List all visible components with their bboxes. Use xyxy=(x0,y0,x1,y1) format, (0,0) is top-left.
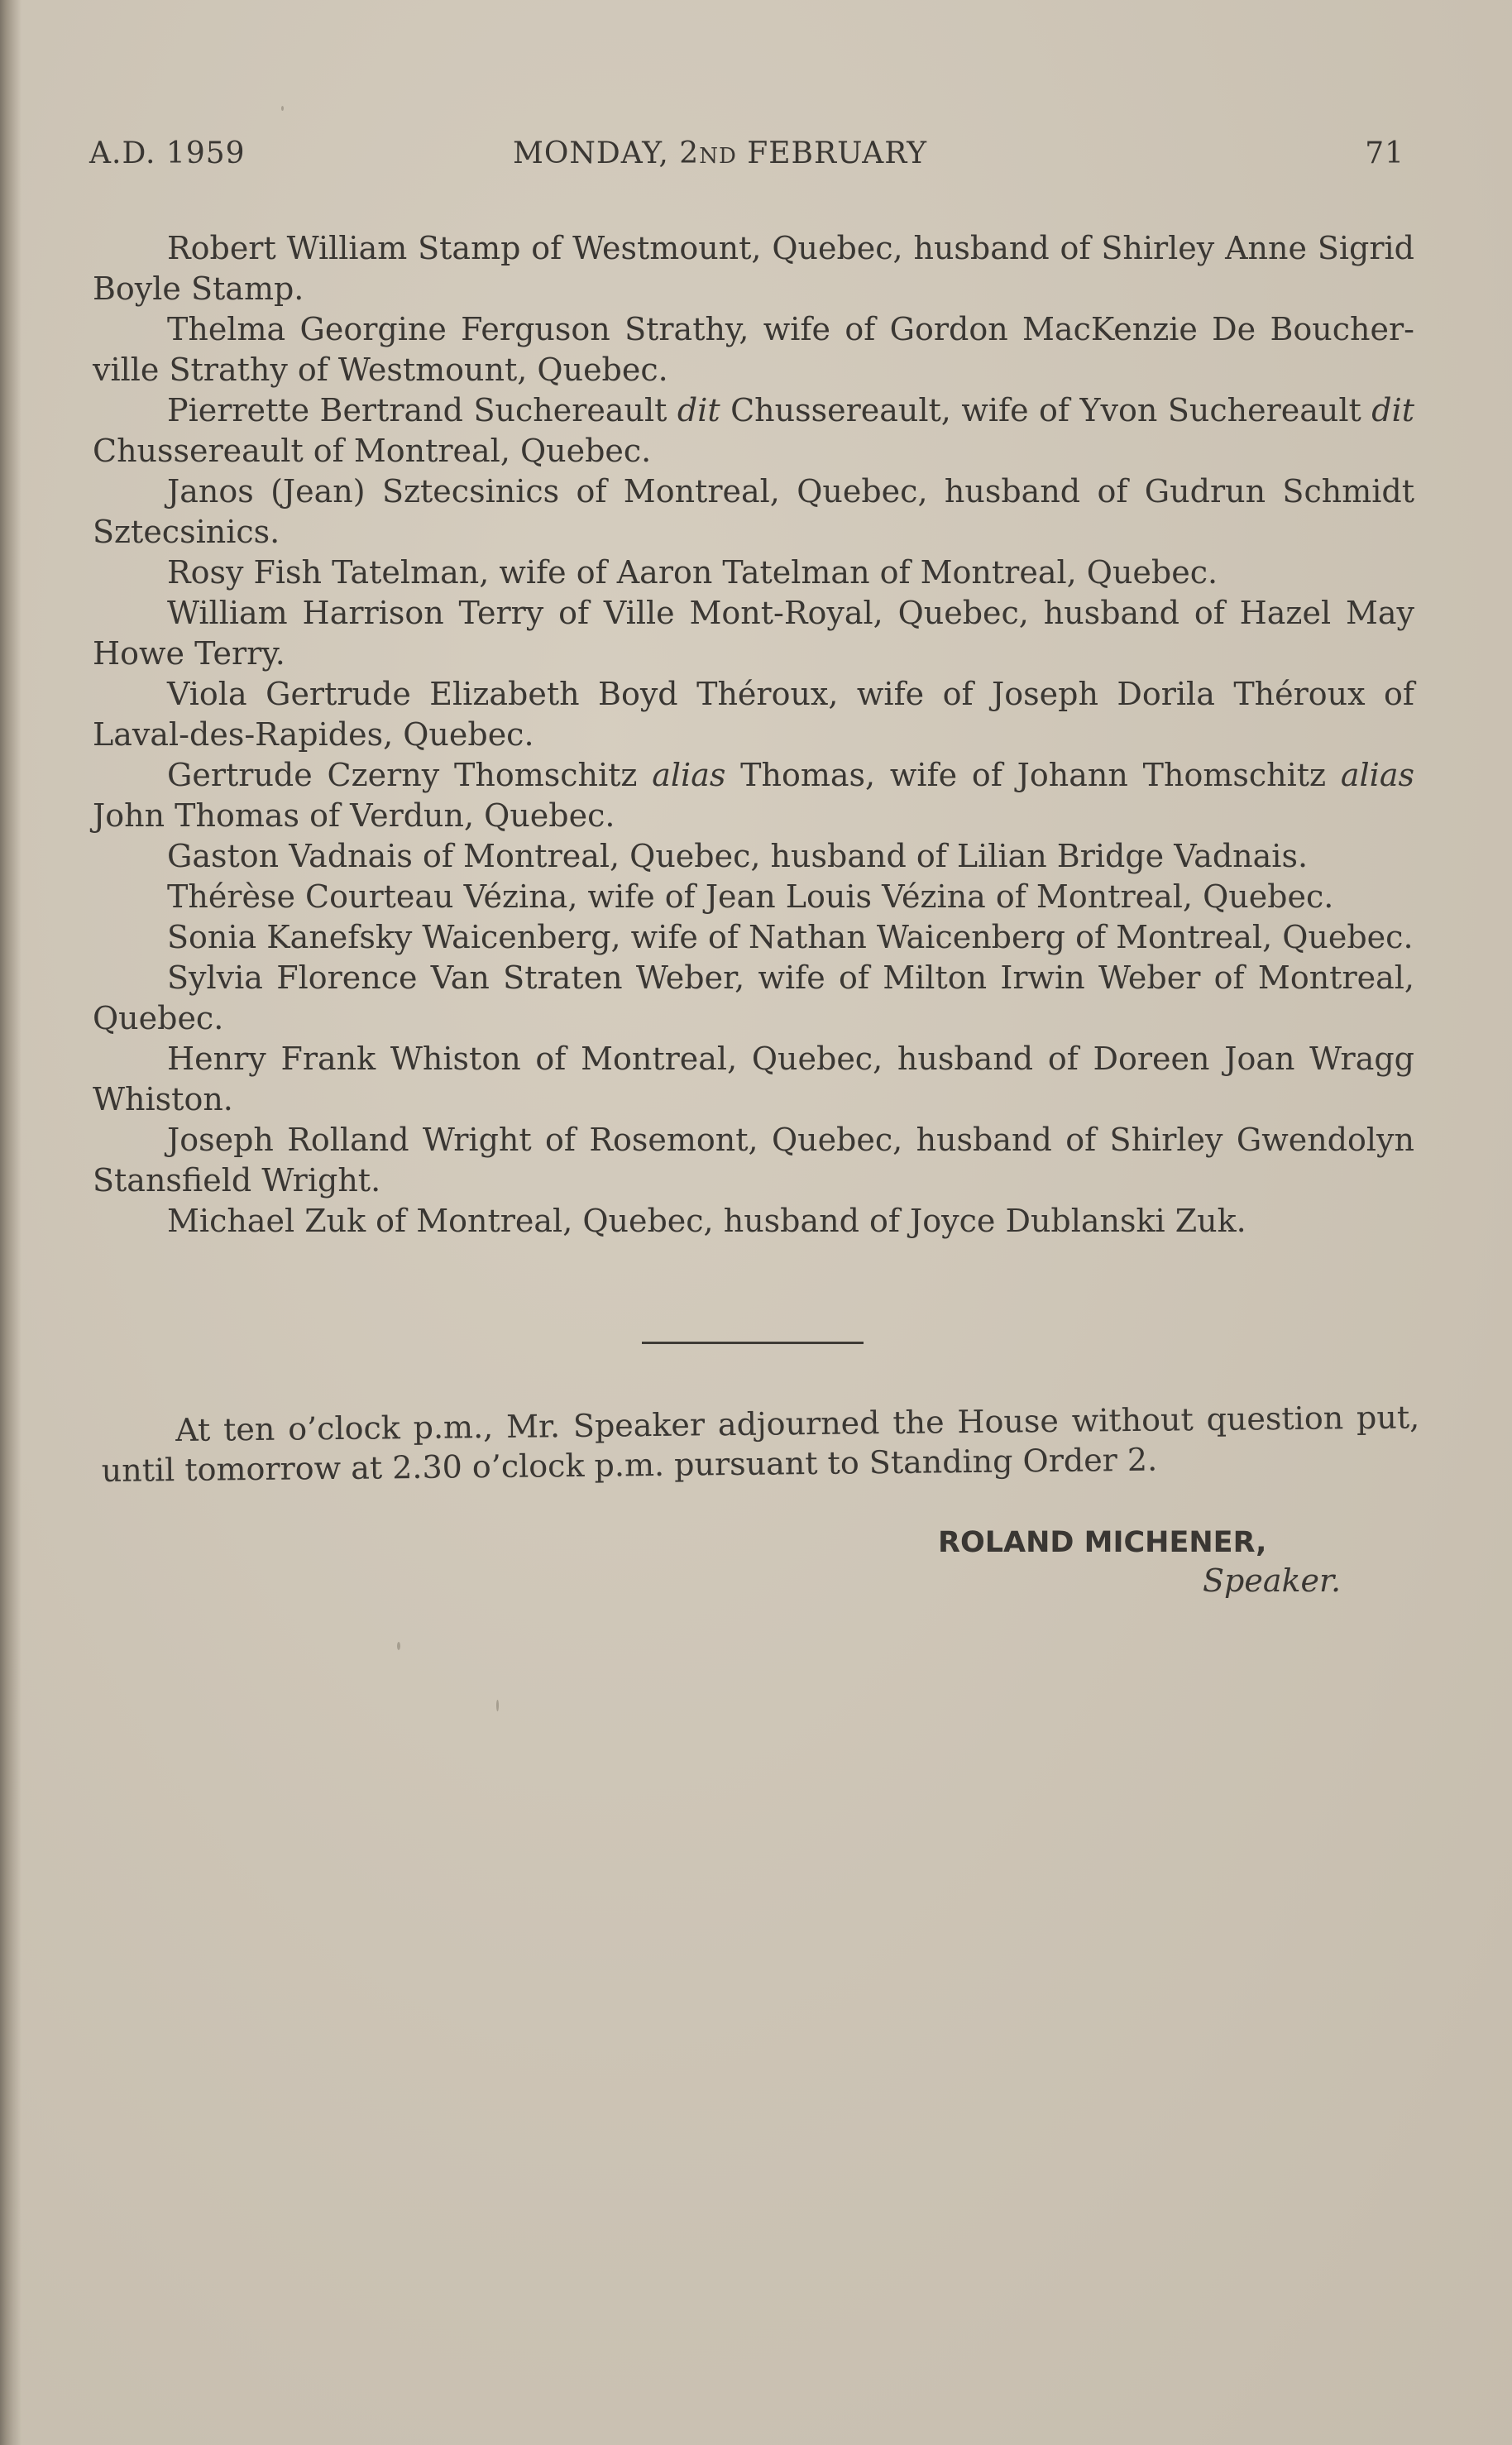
entry-paragraph xyxy=(93,553,1414,593)
entry-text: Joseph Rolland Wright of Rosemont, Quebec, husband of Shirley Gwendolyn Stansfield Wright. xyxy=(93,1122,1414,1199)
entry-paragraph xyxy=(93,674,1414,755)
divorce-entries-list xyxy=(93,228,1414,1242)
entry-paragraph xyxy=(93,755,1414,836)
entry-text: Sylvia Florence Van Straten Weber, wife of Milton Irwin Weber of Montreal, Quebec. xyxy=(93,959,1414,1036)
entry-paragraph xyxy=(93,836,1414,877)
adjournment-paragraph: At ten o’clock p.m., Mr. Speaker adjourned the House without question put, until tomorrow at 2.30 o’clock p.m. pursuant to Standing Order 2. xyxy=(101,1399,1420,1489)
page-number: 71 xyxy=(1365,136,1404,170)
entry-text: Thérèse Courteau Vézina, wife of Jean Louis Vézina of Montreal, Quebec. xyxy=(167,878,1334,915)
entry-text: Rosy Fish Tatelman, wife of Aaron Tatelman of Montreal, Quebec. xyxy=(167,554,1218,591)
entry-text: Thomas, wife of Johann Thomschitz xyxy=(725,757,1341,793)
entry-paragraph xyxy=(93,593,1414,674)
entry-paragraph xyxy=(93,917,1414,958)
entry-paragraph xyxy=(93,471,1414,553)
entry-text: Gertrude Czerny Thomschitz xyxy=(167,757,653,793)
running-head-date-prefix: MONDAY, 2 xyxy=(513,136,700,170)
entry-italic-term: dit xyxy=(677,392,720,428)
binding-edge xyxy=(0,0,22,2445)
entry-paragraph xyxy=(93,958,1414,1039)
running-head-year: A.D. 1959 xyxy=(89,136,246,170)
entry-text: Sonia Kanefsky Waicenberg, wife of Nathan Waicenberg of Montreal, Quebec. xyxy=(167,919,1414,955)
section-divider xyxy=(642,1342,864,1344)
entry-paragraph xyxy=(93,1201,1414,1242)
entry-text: Viola Gertrude Elizabeth Boyd Théroux, wife of Joseph Dorila Théroux of Laval-des-Rapides, Quebec. xyxy=(93,676,1414,753)
paper-speck xyxy=(281,106,284,111)
entry-paragraph xyxy=(93,228,1414,309)
entry-text: Pierrette Bertrand Suchereault xyxy=(167,392,677,428)
speaker-title: Speaker. xyxy=(1203,1562,1342,1599)
running-head xyxy=(89,136,1404,186)
entry-italic-term: alias xyxy=(652,757,726,793)
entry-text: Janos (Jean) Sztecsinics of Montreal, Quebec, husband of Gudrun Schmidt Sztecsinics. xyxy=(93,473,1414,550)
paper-speck xyxy=(496,1700,499,1711)
entry-paragraph xyxy=(93,309,1414,390)
entry-paragraph xyxy=(93,1120,1414,1201)
entry-text: Thelma Georgine Ferguson Strathy, wife of Gordon MacKenzie De Boucher-ville Strathy of Westmount, Quebec. xyxy=(93,311,1414,388)
signature-block xyxy=(938,1526,1352,1599)
entry-paragraph xyxy=(93,390,1414,471)
speaker-name: ROLAND MICHENER, xyxy=(938,1526,1267,1559)
running-head-date-month: FEBRUARY xyxy=(736,136,928,170)
entry-text: John Thomas of Verdun, Quebec. xyxy=(93,797,615,834)
entry-text: William Harrison Terry of Ville Mont-Royal, Quebec, husband of Hazel May Howe Terry. xyxy=(93,595,1414,672)
entry-text: Chussereault, wife of Yvon Suchereault xyxy=(720,392,1372,428)
entry-text: Chussereault of Montreal, Quebec. xyxy=(93,433,652,469)
entry-italic-term: alias xyxy=(1340,757,1414,793)
entry-text: Michael Zuk of Montreal, Quebec, husband of Joyce Dublanski Zuk. xyxy=(167,1203,1246,1239)
entry-text: Robert William Stamp of Westmount, Quebec, husband of Shirley Anne Sigrid Boyle Stamp. xyxy=(93,230,1414,307)
running-head-date xyxy=(513,136,927,170)
entry-paragraph xyxy=(93,1039,1414,1120)
running-head-date-suffix: ND xyxy=(699,144,737,169)
paper-speck xyxy=(397,1642,400,1650)
entry-text: Gaston Vadnais of Montreal, Quebec, husband of Lilian Bridge Vadnais. xyxy=(167,838,1309,874)
entry-paragraph xyxy=(93,877,1414,917)
entry-italic-term: dit xyxy=(1371,392,1414,428)
entry-text: Henry Frank Whiston of Montreal, Quebec, husband of Doreen Joan Wragg Whiston. xyxy=(93,1041,1414,1117)
